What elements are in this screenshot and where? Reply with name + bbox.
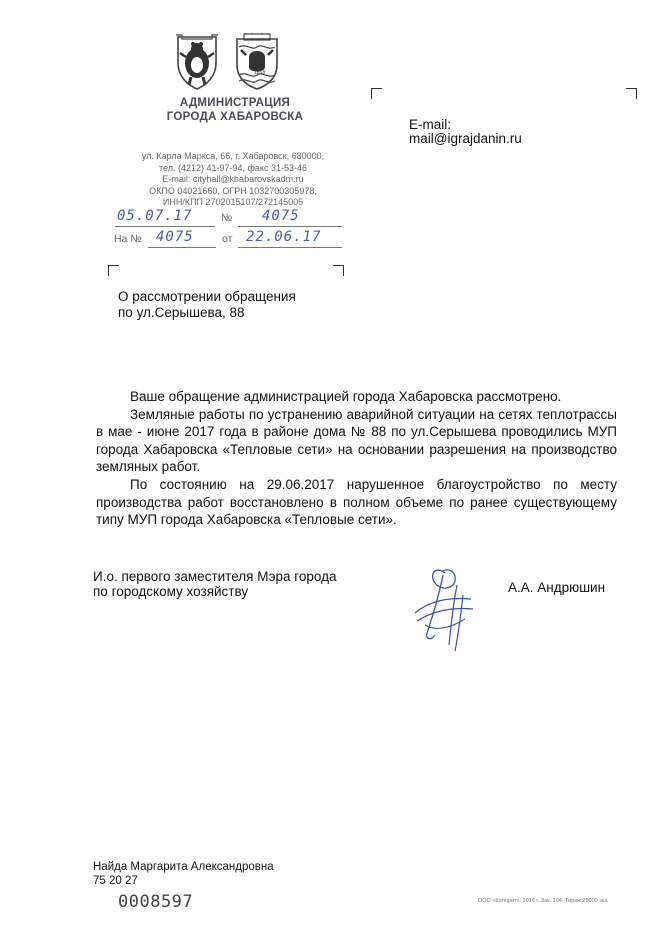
org-name-line2: ГОРОДА ХАБАРОВСКА [166, 111, 304, 123]
address-line: тел. (4212) 41-97-94, факс 31-53-46 [159, 162, 307, 173]
address-line: E-mail: cityhall@khabarovskadm.ru [162, 174, 304, 185]
printer-info: ООО «Колорит». 2016 г. Зак. 204. Тираж 25000 экз. [478, 898, 609, 904]
signer-position-line1: И.о. первого заместителя Мэра города [93, 569, 337, 584]
signer-position-line2: по городскому хозяйству [93, 584, 249, 599]
document-serial-number: 0008597 [118, 892, 194, 912]
city-coat-of-arms [232, 33, 282, 91]
emblem-year: 1858 [254, 70, 266, 76]
address-block [118, 151, 348, 209]
signature-icon [405, 555, 485, 655]
body-paragraph: Ваше обращение администрацией города Хабаровска рассмотрено. [130, 389, 562, 404]
handwritten-signature [405, 555, 485, 660]
in-reply-date: 22.06.17 [246, 229, 322, 245]
executor-block [93, 860, 274, 888]
organization-name [150, 96, 320, 124]
krai-coat-of-arms [172, 33, 222, 91]
subject-line2: по ул.Серышева, 88 [118, 305, 245, 320]
signer-position [93, 569, 337, 599]
subject-corner-right [333, 265, 344, 276]
subject-line1: О рассмотрении обращения [118, 289, 296, 304]
from-label: от [222, 233, 233, 245]
body-paragraph: По состоянию на 29.06.2017 нарушенное благоустройство по месту производства работ восстановлено в полном объеме по ранее существующему типу МУП города Хабаровска «Тепловые сети». [96, 476, 617, 528]
letter-body [96, 388, 617, 529]
signer-name: А.А. Андрюшин [508, 580, 606, 595]
executor-name: Найда Маргарита Александровна [93, 861, 274, 873]
bear-emblem-icon [172, 33, 222, 91]
outgoing-number: 4075 [262, 208, 300, 224]
city-emblem-icon [232, 33, 282, 91]
address-line: ул. Карла Маркса, 66, г. Хабаровск, 680000, [141, 151, 325, 161]
in-reply-number: 4075 [156, 229, 194, 245]
executor-phone: 75 20 27 [93, 875, 138, 887]
address-line: ОКПО 04021660, ОГРН 1032700305978, [149, 185, 317, 196]
recipient-email: mail@igrajdanin.ru [409, 131, 522, 146]
recipient-corner-right [626, 88, 637, 99]
subject-corner-left [108, 265, 119, 276]
outgoing-date: 05.07.17 [117, 208, 193, 224]
address-line: ИНН/КПП 2702015107/272145005 [162, 197, 304, 208]
body-paragraph: Земляные работы по устранению аварийной ситуации на сетях теплотрассы в мае - июне 2017 года в районе дома № 88 по ул.Серышева проводились МУП города Хабаровска «Тепловые сети» на основании разрешения на производство земляных работ. [96, 406, 617, 475]
email-label: E-mail: [409, 117, 452, 132]
org-name-line1: АДМИНИСТРАЦИЯ [179, 97, 291, 109]
recipient-corner-left [371, 88, 382, 99]
in-reply-label: На № [114, 233, 142, 245]
number-sign: № [221, 212, 233, 224]
recipient-block [409, 118, 522, 146]
subject-block [118, 289, 296, 321]
